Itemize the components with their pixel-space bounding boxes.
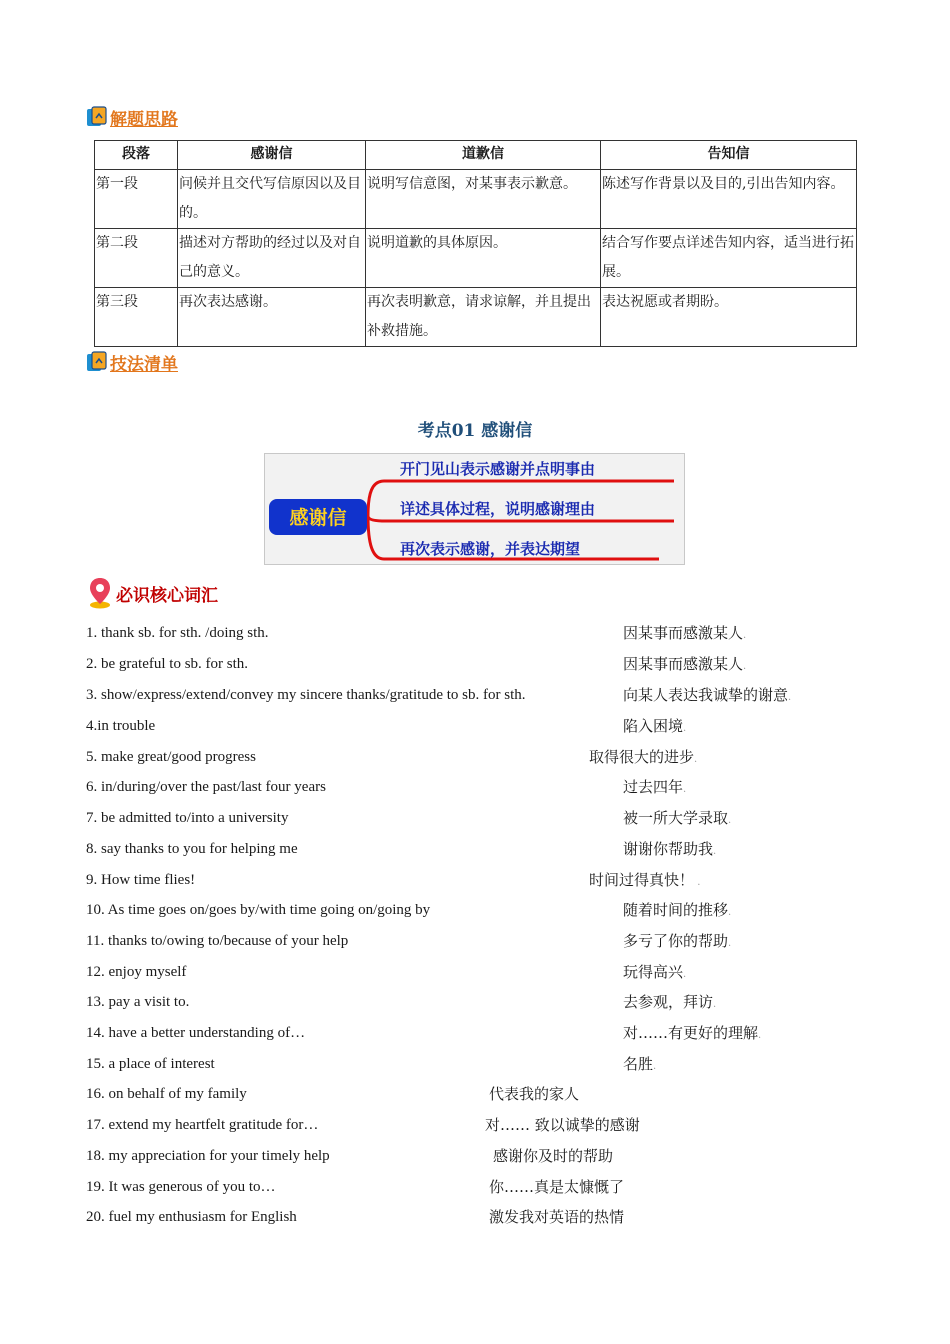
vocab-chinese: 对……有更好的理解. xyxy=(623,1024,762,1042)
vocab-title: 必识核心词汇 xyxy=(116,585,218,606)
vocab-chinese: 过去四年. xyxy=(623,778,687,796)
table-row xyxy=(95,170,857,229)
table-cell: 问候并且交代写信原因以及目的。 xyxy=(178,170,366,229)
vocab-english: 11. thanks to/owing to/because of your help xyxy=(86,933,349,949)
paragraph-plan-table xyxy=(94,140,857,347)
vocab-english: 18. my appreciation for your timely help xyxy=(86,1148,330,1164)
vocab-chinese: 陷入困境. xyxy=(623,717,687,735)
vocab-chinese: 多亏了你的帮助. xyxy=(623,932,732,950)
section-heading-approach xyxy=(86,104,178,130)
table-row xyxy=(95,229,857,288)
table-cell: 陈述写作背景以及目的,引出告知内容。 xyxy=(601,170,857,229)
table-header: 告知信 xyxy=(601,141,857,170)
vocab-chinese: 随着时间的推移. xyxy=(623,901,732,919)
vocab-english: 15. a place of interest xyxy=(86,1056,215,1072)
vocab-chinese: 去参观，拜访. xyxy=(623,993,717,1011)
vocab-english: 17. extend my heartfelt gratitude for… xyxy=(86,1117,319,1133)
vocab-english: 19. It was generous of you to… xyxy=(86,1179,276,1195)
table-header-row xyxy=(95,141,857,170)
vocab-chinese: 时间过得真快！ . xyxy=(589,871,701,889)
vocab-english: 12. enjoy myself xyxy=(86,964,187,980)
table-cell: 说明道歉的具体原因。 xyxy=(366,229,601,288)
vocab-chinese: 激发我对英语的热情 xyxy=(489,1208,625,1226)
table-cell: 再次表明歉意，请求谅解，并且提出补救措施。 xyxy=(366,288,601,347)
vocab-english: 9. How time flies! xyxy=(86,872,196,888)
table-cell: 结合写作要点详述告知内容，适当进行拓展。 xyxy=(601,229,857,288)
vocab-english: 6. in/during/over the past/last four years xyxy=(86,779,326,795)
vocab-chinese: 因某事而感激某人. xyxy=(623,624,747,642)
diagram-center-label: 感谢信 xyxy=(289,507,347,529)
section-heading-vocabulary xyxy=(88,575,218,611)
table-cell: 再次表达感谢。 xyxy=(178,288,366,347)
vocab-chinese: 对…… 致以诚挚的感谢 xyxy=(485,1116,640,1134)
table-cell: 第三段 xyxy=(95,288,178,347)
vocab-english: 14. have a better understanding of… xyxy=(86,1025,306,1041)
table-row xyxy=(95,288,857,347)
table-header: 段落 xyxy=(95,141,178,170)
section-title[interactable]: 技法清单 xyxy=(110,354,178,375)
vocab-chinese: 感谢你及时的帮助 xyxy=(493,1147,614,1165)
table-cell: 第一段 xyxy=(95,170,178,229)
table-cell: 表达祝愿或者期盼。 xyxy=(601,288,857,347)
table-cell: 第二段 xyxy=(95,229,178,288)
location-pin-icon xyxy=(88,577,112,609)
vocab-english: 4.in trouble xyxy=(86,718,156,734)
vocab-chinese: 向某人表达我诚挚的谢意. xyxy=(623,686,792,704)
book-icon xyxy=(86,351,108,373)
diagram-branch-label: 详述具体过程，说明感谢理由 xyxy=(400,500,596,518)
vocab-english: 8. say thanks to you for helping me xyxy=(86,841,298,857)
vocab-chinese: 被一所大学录取. xyxy=(623,809,732,827)
vocab-english: 7. be admitted to/into a university xyxy=(86,810,289,826)
vocab-chinese: 你……真是太慷慨了 xyxy=(489,1178,625,1196)
vocab-chinese: 名胜. xyxy=(623,1055,657,1073)
vocab-english: 10. As time goes on/goes by/with time going on/going by xyxy=(86,902,431,918)
vocab-english: 3. show/express/extend/convey my sincere thanks/gratitude to sb. for sth. xyxy=(86,687,526,703)
vocab-english: 5. make great/good progress xyxy=(86,749,256,765)
vocab-english: 20. fuel my enthusiasm for English xyxy=(86,1209,297,1225)
vocab-english: 13. pay a visit to. xyxy=(86,994,190,1010)
table-cell: 描述对方帮助的经过以及对自己的意义。 xyxy=(178,229,366,288)
vocab-english: 2. be grateful to sb. for sth. xyxy=(86,656,249,672)
table-header: 道歉信 xyxy=(366,141,601,170)
section-title[interactable]: 解题思路 xyxy=(110,109,178,130)
vocab-chinese: 因某事而感激某人. xyxy=(623,655,747,673)
vocab-english: 1. thank sb. for sth. /doing sth. xyxy=(86,625,269,641)
vocab-chinese: 谢谢你帮助我. xyxy=(623,840,717,858)
vocab-chinese: 玩得高兴. xyxy=(623,963,687,981)
section-heading-techniques xyxy=(86,349,178,375)
table-header: 感谢信 xyxy=(178,141,366,170)
vocab-english: 16. on behalf of my family xyxy=(86,1086,247,1102)
vocab-chinese: 取得很大的进步. xyxy=(589,748,698,766)
diagram-branch-label: 再次表示感谢，并表达期望 xyxy=(400,540,581,558)
table-cell: 说明写信意图，对某事表示歉意。 xyxy=(366,170,601,229)
thank-you-letter-structure-diagram xyxy=(264,453,685,565)
book-icon xyxy=(86,106,108,128)
topic-title: 考点01 感谢信 xyxy=(417,421,533,441)
vocab-chinese: 代表我的家人 xyxy=(489,1085,580,1103)
diagram-branch-label: 开门见山表示感谢并点明事由 xyxy=(400,460,596,478)
